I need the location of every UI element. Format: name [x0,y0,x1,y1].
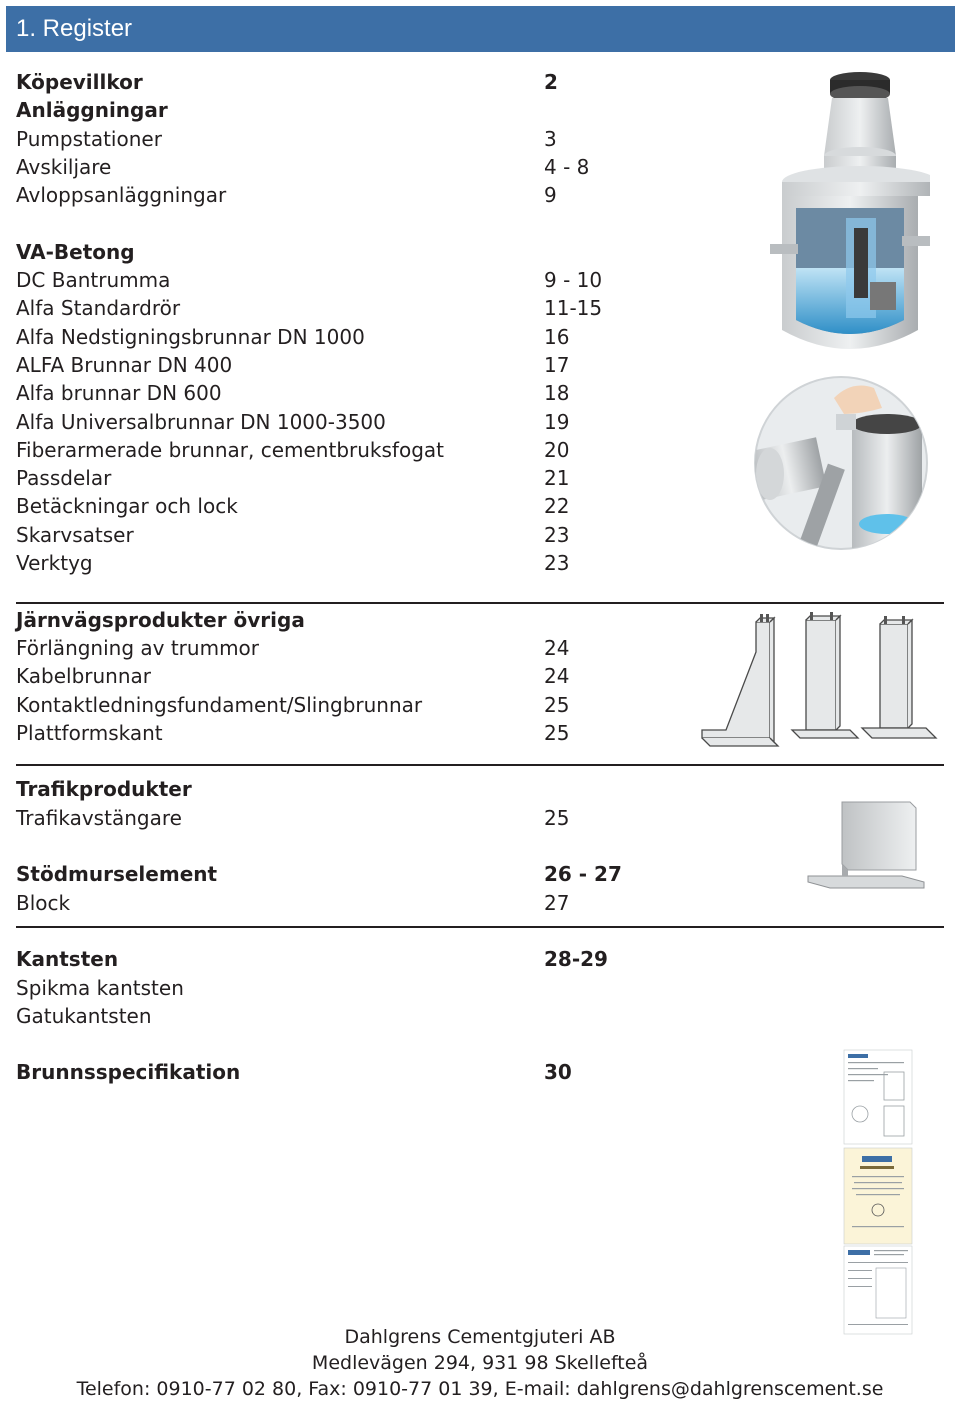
toc-page-number: 19 [544,409,570,434]
toc-heading [16,860,622,888]
section-gap [16,209,616,237]
toc-page-number: 24 [544,635,570,660]
toc-page-number: 17 [544,352,570,377]
toc-heading [16,238,616,266]
toc-entry [16,662,616,690]
toc-label: Förlängning av trummor [16,635,260,660]
toc-entry [16,719,616,747]
toc-page-number: 16 [544,324,570,349]
toc-page-number: 22 [544,494,570,519]
toc-page-number: 9 [544,183,557,208]
toc-page-number: 3 [544,126,557,151]
toc-label: Kantsten [16,947,119,972]
toc-entry [16,266,616,294]
toc-label: Verktyg [16,551,93,576]
toc-label: Betäckningar och lock [16,494,238,519]
toc-label: Trafikprodukter [16,777,192,802]
toc-page-number: 25 [544,720,570,745]
toc-page-number: 25 [544,805,570,830]
toc-entry [16,379,616,407]
toc-label: Pumpstationer [16,126,162,151]
toc-entry [16,181,616,209]
toc-label: Alfa Standardrör [16,296,181,321]
page-header [6,6,955,52]
toc-page-number: 27 [544,890,570,915]
toc-entry [16,351,616,379]
toc-page-number: 25 [544,692,570,717]
section-divider [16,926,944,928]
toc-page-number: 9 - 10 [544,268,603,293]
toc-page-number: 20 [544,437,570,462]
company-contact: Telefon: 0910-77 02 80, Fax: 0910-77 01 39, E-mail: dahlgrens@dahlgrenscement.se [76,1378,884,1400]
toc-label: VA-Betong [16,239,135,264]
section-gap [16,832,616,860]
toc-entry [16,691,616,719]
toc-entry [16,974,616,1002]
toc-label: Alfa Universalbrunnar DN 1000-3500 [16,409,386,434]
toc-label: Avskiljare [16,154,112,179]
toc-heading [16,68,616,96]
toc-heading [16,945,616,973]
section-gap [16,917,616,945]
toc-page-number: 2 [544,70,558,94]
toc-label: Passdelar [16,466,112,491]
toc-label: Järnvägsprodukter övriga [16,607,305,632]
toc-entry [16,125,616,153]
toc-page-number: 28-29 [544,947,608,972]
manhole-assembly-icon [752,374,930,552]
toc-label: DC Bantrumma [16,268,171,293]
toc-entry [16,889,616,917]
toc-entry [16,1002,616,1030]
toc-label: Spikma kantsten [16,975,184,1000]
company-name: Dahlgrens Cementgjuteri AB [344,1326,616,1348]
toc-page-number: 21 [544,466,570,491]
toc-label: Anläggningar [16,98,168,123]
toc-entry [16,804,616,832]
railway-foundation-icon [700,612,940,754]
section-divider [16,764,944,766]
toc-label: Alfa Nedstigningsbrunnar DN 1000 [16,324,365,349]
section-divider [16,602,944,604]
specification-sheets-icon [842,1048,914,1336]
toc-label: Skarvsatser [16,522,134,547]
toc-heading [16,1058,616,1086]
toc-label: Trafikavstängare [16,805,182,830]
table-of-contents [16,68,622,1087]
toc-label: Block [16,890,71,915]
toc-page-number: 23 [544,522,570,547]
page-title: 1. Register [16,15,133,42]
toc-label: Kabelbrunnar [16,664,151,689]
toc-label: Kontaktledningsfundament/Slingbrunnar [16,692,423,717]
section-gap [16,747,616,775]
toc-page-number: 4 - 8 [544,154,590,179]
traffic-barrier-icon [806,796,930,896]
toc-entry [16,323,616,351]
toc-label: Alfa brunnar DN 600 [16,381,222,406]
manhole-cutaway-icon [770,68,930,360]
toc-entry [16,408,616,436]
toc-label: Stödmurselement [16,862,218,887]
toc-entry [16,521,616,549]
toc-heading [16,775,616,803]
toc-entry [16,634,616,662]
toc-page-number: 26 - 27 [544,862,622,887]
toc-page-number: 30 [544,1060,572,1085]
toc-heading [16,606,616,634]
toc-page-number: 18 [544,381,570,406]
toc-page-number: 24 [544,664,570,689]
toc-label: Fiberarmerade brunnar, cementbruksfogat [16,437,444,462]
toc-label: ALFA Brunnar DN 400 [16,352,233,377]
toc-page-number: 23 [544,551,570,576]
toc-entry [16,294,616,322]
toc-entry [16,436,616,464]
section-gap [16,1030,616,1058]
company-footer [0,1324,960,1402]
toc-label: Köpevillkor [16,70,143,94]
toc-label: Avloppsanläggningar [16,183,227,208]
toc-heading [16,96,616,124]
company-address: Medlevägen 294, 931 98 Skellefteå [311,1352,649,1374]
toc-label: Gatukantsten [16,1003,152,1028]
toc-label: Brunnsspecifikation [16,1060,241,1085]
toc-entry [16,492,616,520]
toc-entry [16,549,616,577]
toc-page-number: 11-15 [544,296,603,321]
toc-label: Plattformskant [16,720,163,745]
toc-entry [16,464,616,492]
toc-entry [16,153,616,181]
